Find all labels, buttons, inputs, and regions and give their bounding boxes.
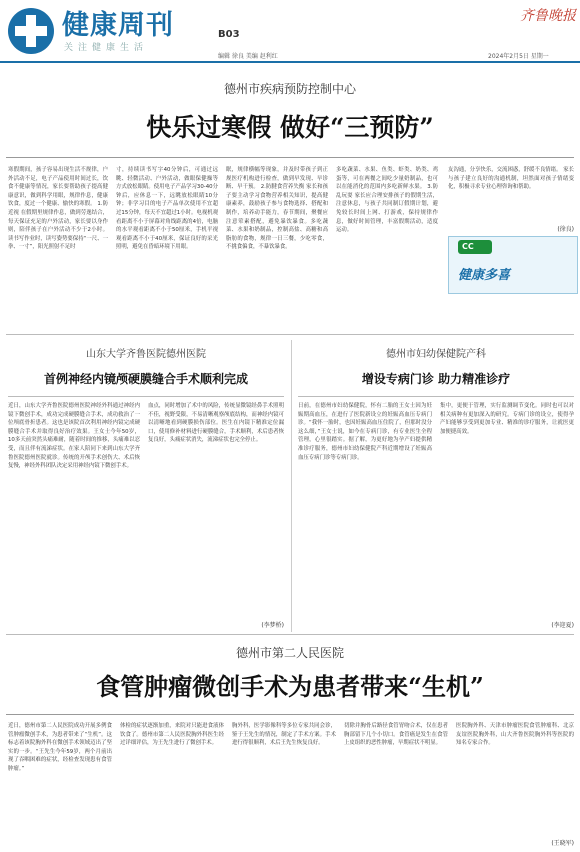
article-2-source: 山东大学齐鲁医院德州医院	[86, 349, 206, 360]
article-3-column-2: 集中，更便于管理，实行监测调节变化。同时也可以对相关病种有更加深入的研究。专病门诊的设立，使得孕产妇能够享受到更加专业、精准的诊疗服务，让就医更加便捷高效。	[440, 403, 574, 435]
article-4-column-2: 体检的症状逐渐加重，来院对只能进食液体饮食了。德州市第二人民医院胸外科医生经过详细评估，为王先生进行了微创手术。	[120, 723, 224, 747]
article-2-column-1: 近日，山东大学齐鲁医院德州医院神经外科通过神经内镜下微创手术，成功完成硬膜缝合手术，成功救治了一位颅底骨折患者。这也是该院首次利用神经内镜完成硬膜缝合手术并取得良好治疗效果。王女士今年50岁，10多天前突然头痛难耐，随着时间的推移，头痛难以忍受，而且伴有流涕症状。在家人陪同下来到山东大学齐鲁医院德州医院就诊。传统的开颅手术创伤大、术后恢复慢，神经外科团队决定采用神经内镜下微创手术。	[8, 403, 140, 470]
advert-channel-mark: CC	[462, 242, 474, 251]
article-4-rule	[6, 714, 574, 715]
article-4-column-5: 医院胸外科、天津市肿瘤医院食管肿瘤科、北京友谊医院胸外科，山大齐鲁医院胸外科等医院的知名专家合作。	[456, 723, 574, 747]
article-1-column-2: 寸，持续读书写字40分钟后，可通过远眺、轻微活动、户外活动，做眼保健操等方式放松眼睛。使用电子产品学习30-40分钟后，应休息一下，远眺放松眼睛10分钟；非学习目的电子产品单次使用不宜超过15分钟，每天不宜超过1小时。电视机观看距离不小于屏幕对角线距离的4倍，电脑的水平观看距离不小于50厘米，手机平视观看距离不小于40厘米，保证良好的采光照明，避免在昏暗环境下用眼。	[116, 167, 218, 251]
article-1-headline: 快乐过寒假 做好“三预防”	[146, 113, 434, 142]
article-3-headline: 增设专病门诊 助力精准诊疗	[361, 372, 511, 386]
article-4-column-1: 近日，德州市第二人民医院成功开展多例食管肿瘤微创手术，为患者带来了“生机”。这标志着该院胸外科在微创手术领域迈出了坚实的一步。“王先生今年59岁，两个月前出现了吞咽困难的症状，经检查发现患有食管肿瘤。”	[8, 723, 112, 772]
article-3-source: 德州市妇幼保健院产科	[386, 349, 486, 360]
article-4-column-4: 切除并胸骨后路径食管胃吻合术，仅在患者胸部留下几个小切口。食管癌是发生在食管上皮组织的恶性肿瘤，早期症状不明显。	[344, 723, 448, 747]
article-1-column-5: 友沟通，分享快乐，交流困惑，舒缓不良情绪。 家长与孩子建立良好的沟通机制，坦然面对孩子情绪变化，积极寻求专业心理咨询和帮助。	[448, 167, 574, 191]
advert-brand: 健康多喜	[458, 268, 511, 283]
section-divider-2	[6, 634, 574, 635]
cross-logo-icon	[6, 6, 56, 56]
article-4-headline: 食管肿瘤微创手术为患者带来“生机”	[96, 672, 484, 701]
article-4-byline: (王晓军)	[551, 840, 574, 847]
article-3-column-1: 日前，在德州市妇幼保健院，怀有二胎的王女士因为妊娠期高血压，在进行了医院新设立的妊娠高血压专病门诊。“我怀一胎时，也因妊娠高血压住院了，但那时没分这么细，”王女士说，如今在专病门诊，有专业医生全程管理，心里很踏实。据了解，为更好地为孕产妇提供精准诊疗服务，德州市妇幼保健院产科近期增设了妊娠高血压专病门诊等专病门诊。	[298, 403, 432, 461]
header-divider	[0, 61, 580, 63]
masthead-slogan: 关注健康生活	[64, 43, 149, 53]
article-1-column-4: 多吃蔬菜、水果、鱼类、虾类、奶类、鸡蛋等，可在两餐之间吃少量奶制品，也可以在能消化的范围内多吃新鲜水果。 3.防乱玩耍 家长应合理安排孩子的假期生活，注意休息，与孩子共同制订假期计划，避免较长时间上网、打游戏，保持规律作息，做好时间管理，丰富假期活动，适度运动。	[336, 167, 438, 234]
article-4-source: 德州市第二人民医院	[235, 646, 344, 660]
article-3-rule	[298, 396, 574, 397]
issue-date: 2024年2月5日 星期一	[488, 53, 549, 60]
section-divider-1	[6, 334, 574, 335]
article-3-byline: (李迎夏)	[551, 622, 574, 629]
article-2-headline: 首例神经内镜颅硬膜缝合手术顺利完成	[43, 372, 248, 386]
column-divider	[291, 340, 292, 632]
page-number: B03	[218, 29, 240, 40]
masthead-title: 健康周刊	[62, 10, 174, 41]
article-4-column-3: 胸外科，医学影像科等多位专家共同会诊，鉴于王先生的情况，制定了手术方案。手术进行得很顺利，术后王先生恢复良好。	[232, 723, 336, 747]
newspaper-logo: 齐鲁晚报	[520, 8, 576, 24]
article-1-byline: (徐良)	[557, 226, 574, 233]
article-1-column-1: 寒假期间，孩子容易出现生活不规律，户外活动不足，电子产品使用时间过长，饮食不健康等情况，家长要帮助孩子提高健康意识，做到科学用眼，规律作息，健康饮食，度过一个健康、愉快的寒假。 1.防近视 在假期里规律作息，做到劳逸结合，每天保证充足的户外活动，家长要以身作则，陪伴孩子在户外活动不少于2小时。读书写作业时，读写姿势要保持“一尺、一拳、一寸”，阳光照射不足时	[8, 167, 108, 251]
article-1-column-3: 眠，规律横幅等现象，并及时带孩子到正规医疗机构进行检查，做到早发现、早诊断、早干预。 2.防腱食营养失衡 家长和孩子要主动学习食物营养相关知识，提高健康素养，鼓励孩子参与食物选择、搭配和制作，培养动手能力，春节期间，聚餐应注意荤素搭配，避免暴饮暴食。多吃蔬菜、水果和奶制品，控制高盐、高糖和高脂肪的食物，规律一日三餐，少吃零食，不挑食偏食，不暴饮暴食。	[226, 167, 328, 251]
editor-credits: 编辑 徐良 美编 赵利红	[218, 53, 278, 60]
article-2-byline: (李梦桥)	[261, 622, 284, 629]
article-1-rule	[6, 157, 574, 158]
article-2-rule	[8, 396, 284, 397]
article-1-source: 德州市疾病预防控制中心	[223, 82, 356, 96]
article-2-column-2: 血点，同时增加了术中的风险，传统显微镜经鼻手术照明不佳，视野受限，不易清晰观察颅底结构，而神经内镜可以清晰地看到硬膜损伤部位。医生在内镜下精准定位漏口，使用修补材料进行硬膜缝合，手术顺利，术后患者恢复良好，头痛症状消失，流涕症状也完全停止。	[148, 403, 284, 444]
